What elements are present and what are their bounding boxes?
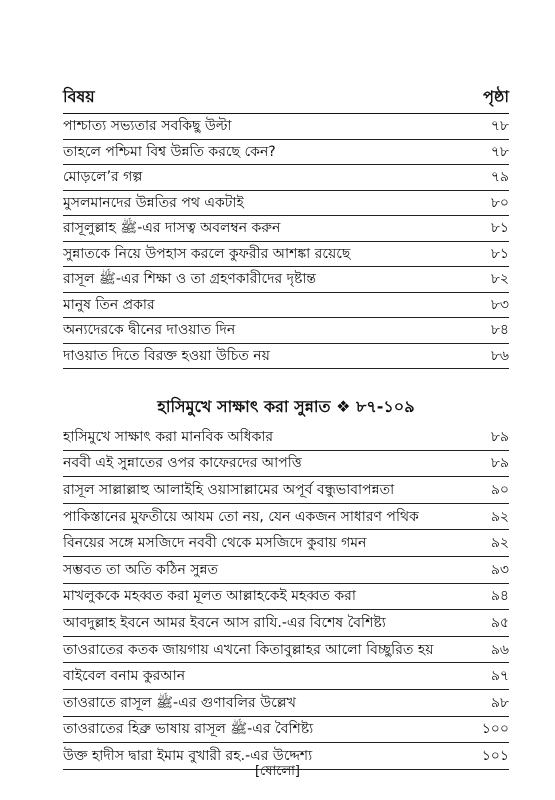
toc-entry-title: মানুষ তিন প্রকার — [63, 296, 155, 313]
toc-entry — [63, 216, 509, 242]
toc-entry-page: ৯২ — [490, 535, 509, 552]
toc-entry-page: ৮৪ — [490, 322, 509, 339]
toc-entry — [63, 318, 509, 344]
toc-entry — [63, 477, 509, 504]
toc-entry — [63, 424, 509, 451]
toc-entry-page: ৮০ — [490, 194, 509, 211]
toc-entry-title: উক্ত হাদীস দ্বারা ইমাম বুখারী রহ.-এর উদ্দেশ্য — [63, 747, 313, 764]
toc-entry-page: ৮১ — [490, 245, 509, 262]
toc-entry-page: ৯৫ — [490, 614, 509, 631]
toc-entry-title: সম্ভবত তা অতি কঠিন সুন্নত — [63, 561, 218, 578]
toc-entry-page: ৭৯ — [490, 169, 509, 186]
toc-entry-page: ৯৩ — [490, 561, 509, 578]
toc-entry-page: ৯৭ — [490, 668, 509, 685]
toc-header — [63, 84, 509, 110]
toc-entry-title: রাসূল ﷺ-এর শিক্ষা ও তা গ্রহণকারীদের দৃষ্টান্ত — [63, 271, 317, 288]
toc-entry — [63, 557, 509, 584]
toc-entry-title: তাওরাতে রাসূল ﷺ-এর গুণাবলির উল্লেখ — [63, 694, 296, 711]
section-title: হাসিমুখে সাক্ষাৎ করা সুন্নাত ❖ ৮৭-১০৯ — [157, 397, 415, 416]
toc-entry — [63, 140, 509, 166]
toc-entry-title: সুন্নাতকে নিয়ে উপহাস করলে কুফরীর আশঙ্কা রয়েছে — [63, 245, 351, 262]
toc-entry-title: রাসূলুল্লাহ ﷺ-এর দাসত্ব অবলম্বন করুন — [63, 220, 281, 237]
toc-entry-title: বিনয়ের সঙ্গে মসজিদে নববী থেকে মসজিদে কুবায় গমন — [63, 535, 367, 552]
toc-entry-title: মাখলুককে মহব্বত করা মূলত আল্লাহকেই মহব্বত করা — [63, 588, 356, 605]
toc-group-2 — [63, 424, 509, 770]
toc-entry-page: ৮৩ — [490, 296, 509, 313]
toc-entry-title: তাওরাতের কতক জায়গায় এখনো কিতাবুল্লাহর আলো বিচ্ছুরিত হয় — [63, 641, 434, 658]
toc-entry-page: ১০১ — [481, 747, 509, 764]
toc-entry-page: ৮৯ — [490, 428, 509, 445]
subject-heading: বিষয় — [63, 86, 95, 106]
toc-entry — [63, 451, 509, 478]
toc-entry-page: ৮২ — [490, 271, 509, 288]
toc-entry — [63, 165, 509, 191]
toc-entry-title: তাওরাতের হিব্রু ভাষায় রাসূল ﷺ-এর বৈশিষ্ট্য — [63, 721, 314, 738]
toc-entry-title: মোড়লে’র গল্প — [63, 169, 143, 186]
toc-entry-page: ৮১ — [490, 220, 509, 237]
toc-entry — [63, 242, 509, 268]
toc-entry — [63, 663, 509, 690]
toc-entry-title: দাওয়াত দিতে বিরক্ত হওয়া উচিত নয় — [63, 347, 270, 364]
toc-entry-title: মুসলমানদের উন্নতির পথ একটাই — [63, 194, 244, 211]
toc-entry — [63, 717, 509, 744]
toc-entry-page: ৯৮ — [490, 694, 509, 711]
toc-entry-title: পাকিস্তানের মুফতীয়ে আযম তো নয়, যেন একজন সাধারণ পথিক — [63, 508, 419, 525]
toc-entry-page: ৮৬ — [490, 347, 509, 364]
toc-entry — [63, 114, 509, 140]
toc-entry-page: ৯৪ — [490, 588, 509, 605]
toc-entry — [63, 637, 509, 664]
toc-entry-title: পাশ্চাত্য সভ্যতার সবকিছু উল্টা — [63, 118, 232, 135]
toc-entry-page: ৭৮ — [490, 143, 509, 160]
toc-entry-title: অন্যদেরকে দ্বীনের দাওয়াত দিন — [63, 322, 236, 339]
toc-entry — [63, 293, 509, 319]
page-heading: পৃষ্ঠা — [483, 86, 509, 106]
toc-entry-page: ৯০ — [490, 481, 509, 498]
toc-entry-title: বাইবেল বনাম কুরআন — [63, 668, 186, 685]
toc-entry-title: রাসূল সাল্লাল্লাহু আলাইহি ওয়াসাল্লামের অপূর্ব বন্ধুভাবাপন্নতা — [63, 481, 395, 498]
toc-entry — [63, 584, 509, 611]
toc-entry — [63, 267, 509, 293]
toc-entry-title: নববী এই সুন্নাতের ওপর কাফেরদের আপত্তি — [63, 455, 302, 472]
toc-entry-page: ৮৯ — [490, 455, 509, 472]
toc-entry-page: ১০০ — [481, 721, 509, 738]
toc-entry — [63, 344, 509, 370]
toc-group-1 — [63, 114, 509, 369]
toc-entry-title: তাহলে পশ্চিমা বিশ্ব উন্নতি করছে কেন? — [63, 143, 276, 160]
toc-entry-page: ৯৬ — [490, 641, 509, 658]
toc-entry — [63, 610, 509, 637]
toc-entry — [63, 504, 509, 531]
toc-entry — [63, 690, 509, 717]
toc-entry — [63, 191, 509, 217]
toc-entry — [63, 530, 509, 557]
page-number-footer: [ষোলো] — [254, 764, 301, 779]
toc-entry-page: ৭৮ — [490, 118, 509, 135]
toc-entry-page: ৯২ — [490, 508, 509, 525]
toc-entry-title: হাসিমুখে সাক্ষাৎ করা মানবিক অধিকার — [63, 428, 274, 445]
toc-entry-title: আবদুল্লাহ ইবনে আমর ইবনে আস রাযি.-এর বিশেষ বৈশিষ্ট্য — [63, 614, 386, 631]
